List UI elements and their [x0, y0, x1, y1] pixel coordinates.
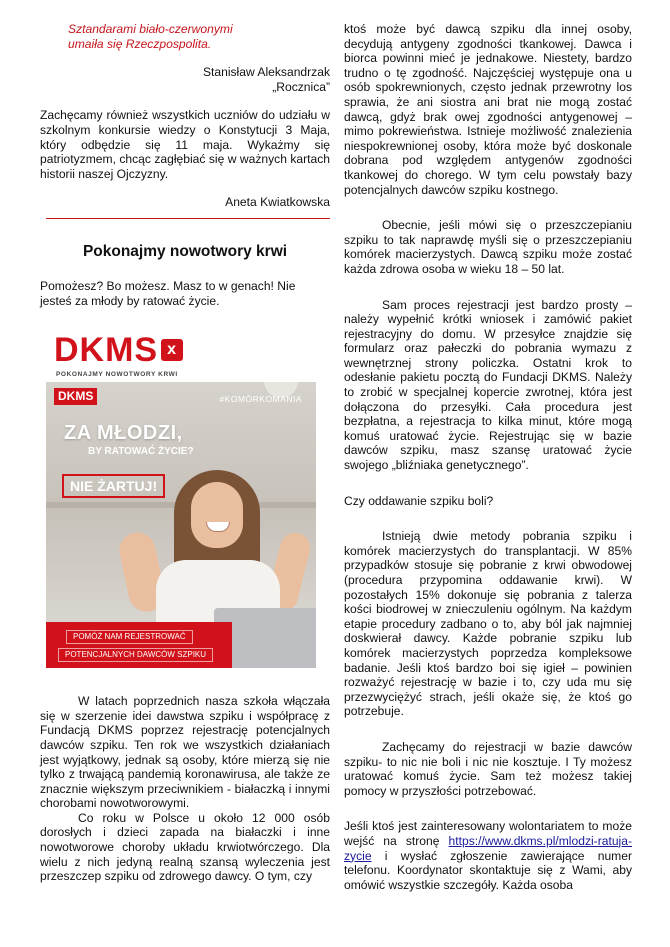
transplant-paragraph: Obecnie, jeśli mówi się o przeszczepianiu szpiku to tak naprawdę myśli się o przeszczepianiu komórek macierzystych. Dawcą szpiku może zostać każda zdrowa osoba w wieku 18 – 50 lat.: [344, 218, 632, 276]
statistics-paragraph: Co roku w Polsce u około 12 000 osób dorosłych i dzieci zapada na białaczki i inne nowotworowe choroby układu krwiotwórczego. Dla wielu z nich jedyną realną szansą wyleczenia jest przeszczep szpiku od zdrowego dawcy. O tym, czy: [40, 810, 330, 884]
poem-line-2: umaiła się Rzeczpospolita.: [68, 36, 212, 51]
section-divider: [46, 218, 330, 219]
poster-mini-logo: DKMS: [54, 388, 97, 405]
registration-process-paragraph: Sam proces rejestracji jest bardzo prosty – należy wypełnić krótki wniosek i zamówić pakiet rejestracyjny do domu. W przesyłce znajdzie się formularz oraz pałeczki do pobrania wymazu z wewnętrznej strony policzka. Ostatni krok to odesłanie pakietu pocztą do Fundacji DKMS. Należy to zrobić w specjalnej kopercie zwrotnej, która jest dołączona do przesyłki. Cała procedura jest bezpłatna, a rejestracja to kilka minut, które mogą komuś uratować życie. Rejestrując się w bazie dawców szpiku, masz szansę uratować życie swojego „bliźniaka genetycznego”.: [344, 297, 632, 473]
article-headline: Pokonajmy nowotwory krwi: [82, 242, 288, 260]
volunteer-paragraph: [344, 819, 632, 892]
volunteer-link[interactable]: https://www.dkms.pl/mlodzi-ratuja-zycie: [344, 833, 632, 863]
person-face: [191, 482, 243, 548]
collection-methods-paragraph: Istnieją dwie metody pobrania szpiku i komórek macierzystych do transplantacji. W 85% przypadków stosuje się pobranie z krwi obwodowej (procedura przypomina oddawanie krwi). W pozostałych 15% dokonuje się pobrania z talerza kości biodrowej w znieczuleniu ogólnym. Na każdym etapie procedury zadbano o to, aby ból jak najmniej doskwierał dawcy. Każde pobranie szpiku lub komórek macierzystych poprzedza kompleksowe badanie. Jeśli ktoś bardzo boi się igieł – powinien rozważyć rejestrację w bazie i to, czy uda mu się przezwyciężyć strach, jeśli okaże się, że ktoś go potrzebuje.: [344, 529, 632, 719]
poster-banner-line-2: POTENCJALNYCH DAWCÓW SZPIKU: [58, 648, 213, 662]
poster-tagline: POKONAJMY NOWOTWORY KRWI: [56, 371, 178, 379]
school-involvement-paragraph: W latach poprzednich nasza szkoła włączała się w szerzenie idei dawstwa szpiku i współpracę z Fundacją DKMS poprzez rejestrację potencjalnych dawców szpiku. Ten rok we wszystkich działaniach jest wyjątkowy, jednak są osoby, które mierzą się nie tylko z trwającą pandemią koronawirusa, ale także ze znacznie większym przeciwnikiem - białaczką i innymi chorobami nowotworowymi.: [40, 694, 330, 811]
volunteer-text-start: Jeśli ktoś jest zainteresowany wolontariatem to może wejść na stronę: [344, 819, 632, 848]
contest-invitation-paragraph: Zachęcamy również wszystkich uczniów do udziału w szkolnym konkursie wiedzy o Konstytucji 3 Maja, który odbędzie się 11 maja. Wykażmy się patriotyzmem, chcąc zagłębiać się w ważnych kartach historii naszej Ojczyzny.: [40, 108, 330, 181]
compatibility-paragraph: ktoś może być dawcą szpiku dla innej osoby, decydują antygeny zgodności tkankowej. Dawca i biorca powinni mieć je jednakowe. Niestety, bardzo trudno o tę zgodność. Najczęściej występuje ona u osób spokrewnionych, często jednak przewrotny los sprawia, że ani siostra ani brat nie mogą zostać dawcą, gdyż brak owej zgodności antygenowej – mimo pokrewieństwa. Istnieje możliwość znalezienia niespokrewnionej osoby, która może być doskonale dobrana pod względem antygenów zgodności tkankowej do chorego. W tym celu powstały bazy potencjalnych dawców szpiku kostnego.: [344, 22, 632, 197]
poster-banner: [46, 622, 232, 668]
dkms-logo: [54, 330, 183, 370]
poem-source: „Rocznica”: [272, 79, 330, 94]
encouragement-paragraph: Zachęcamy do rejestracji w bazie dawców szpiku- to nic nie boli i nic nie kosztuje. I Ty możesz uratować komuś życie. Sam też możesz takiej pomocy w przyszłości potrzebować.: [344, 739, 632, 798]
poem-line-1: Sztandarami biało-czerwonymi: [68, 22, 233, 36]
dkms-poster-image: [46, 330, 316, 668]
poster-slogan-sub: BY RATOWAĆ ŻYCIE?: [88, 446, 194, 458]
dkms-logo-mark-icon: x: [161, 339, 183, 361]
poster-header: [46, 330, 316, 379]
poster-hashtag: #KOMÓRKOMANIA: [219, 394, 302, 405]
article-lead: Pomożesz? Bo możesz. Masz to w genach! Nie jesteś za młody by ratować życie.: [40, 278, 296, 308]
poster-photo: [46, 382, 316, 668]
poem-author: Stanisław Aleksandrzak: [202, 65, 330, 80]
pain-question-heading: Czy oddawanie szpiku boli?: [344, 493, 494, 508]
right-column: [344, 22, 632, 892]
poster-slogan-main: ZA MŁODZI,: [64, 422, 183, 445]
dkms-logo-text: DKMS: [54, 331, 159, 370]
article-author: Aneta Kwiatkowska: [225, 195, 330, 210]
poster-slogan-joke: NIE ŻARTUJ!: [62, 474, 165, 498]
left-column: [40, 22, 330, 884]
volunteer-text-end: i wysłać zgłoszenie zawierające numer telefonu. Koordynator skontaktuje się z Wami, aby omówić wszystkie szczegóły. Każda osoba: [344, 848, 632, 892]
poster-banner-line-1: POMÓŻ NAM REJESTROWAĆ: [66, 630, 193, 644]
